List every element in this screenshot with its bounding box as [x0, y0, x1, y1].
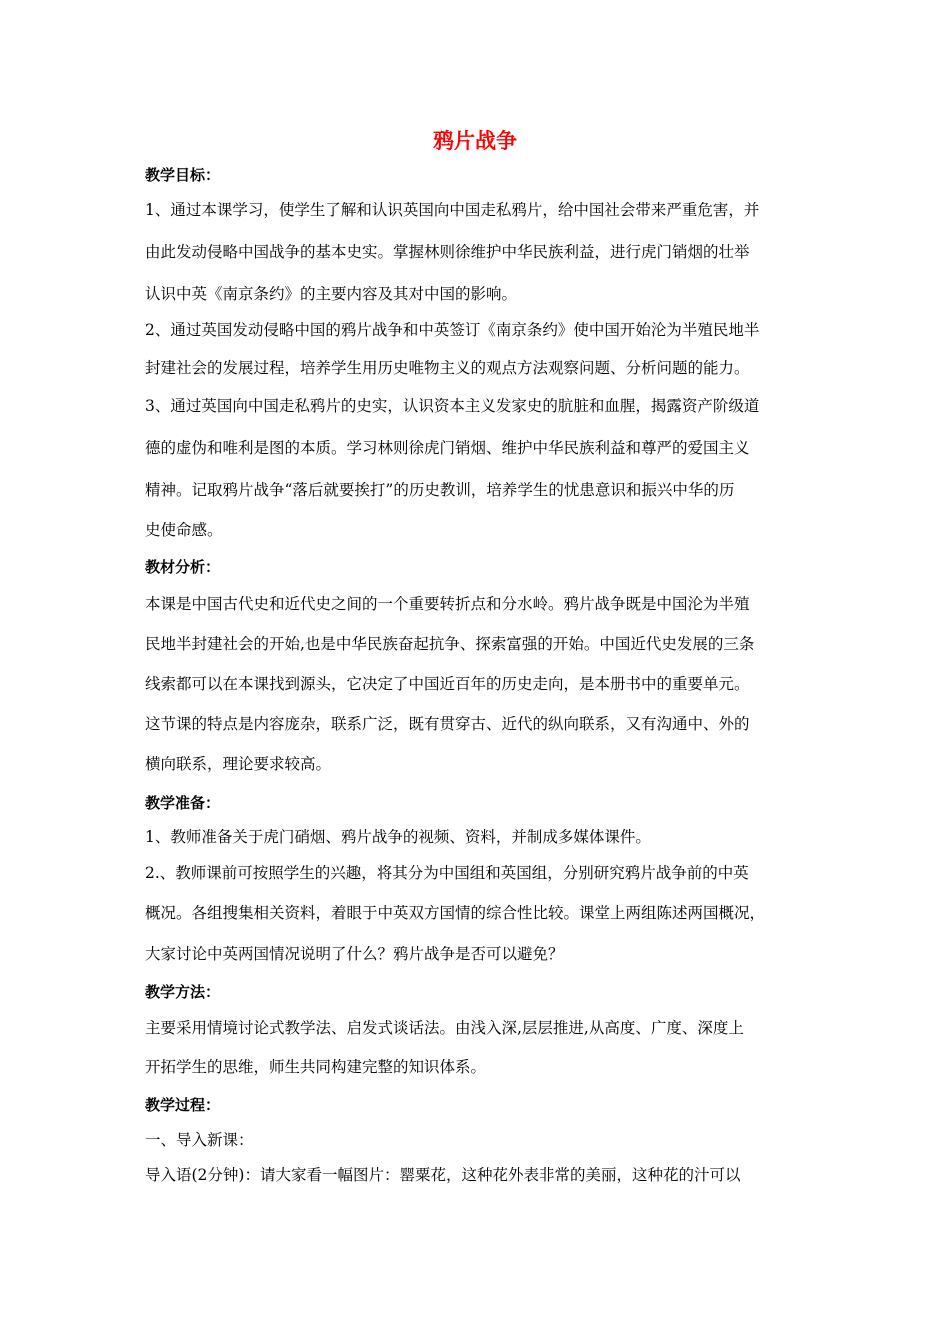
- analysis-line: 民地半封建社会的开始,也是中华民族奋起抗争、探索富强的开始。中国近代史发展的三条: [145, 635, 755, 653]
- analysis-line: 本课是中国古代史和近代史之间的一个重要转折点和分水岭。鸦片战争既是中国沦为半殖: [145, 595, 750, 613]
- goals-line: 认识中英《南京条约》的主要内容及其对中国的影响。: [145, 285, 518, 303]
- preparation-line: 1、教师准备关于虎门硝烟、鸦片战争的视频、资料，并制成多媒体课件。: [145, 828, 651, 846]
- section-heading-goals: 教学目标：: [145, 166, 221, 184]
- goals-line: 史使命感。: [145, 521, 223, 539]
- process-line: 一、导入新课：: [145, 1131, 254, 1149]
- process-line: 导入语(2分钟)：请大家看一幅图片：罂粟花，这种花外表非常的美丽，这种花的汁可以: [145, 1166, 741, 1184]
- methods-line: 开拓学生的思维，师生共同构建完整的知识体系。: [145, 1058, 487, 1076]
- section-heading-preparation: 教学准备：: [145, 794, 221, 812]
- section-heading-process: 教学过程：: [145, 1096, 221, 1114]
- goals-line: 1、通过本课学习，使学生了解和认识英国向中国走私鸦片，给中国社会带来严重危害，并: [145, 201, 760, 219]
- preparation-line: 2.、教师课前可按照学生的兴趣，将其分为中国组和英国组，分别研究鸦片战争前的中英: [145, 864, 749, 882]
- goals-line: 2、通过英国发动侵略中国的鸦片战争和中英签订《南京条约》使中国开始沦为半殖民地半: [145, 321, 760, 339]
- goals-line: 封建社会的发展过程，培养学生用历史唯物主义的观点方法观察问题、分析问题的能力。: [145, 359, 750, 377]
- document-title: 鸦片战争: [433, 129, 517, 153]
- goals-line: 由此发动侵略中国战争的基本史实。掌握林则徐维护中华民族利益，进行虎门销烟的壮举: [145, 243, 750, 261]
- section-heading-methods: 教学方法：: [145, 983, 221, 1001]
- analysis-line: 线索都可以在本课找到源头，它决定了中国近百年的历史走向，是本册书中的重要单元。: [145, 675, 750, 693]
- preparation-line: 大家讨论中英两国情况说明了什么？鸦片战争是否可以避免？: [145, 945, 564, 963]
- preparation-line: 概况。各组搜集相关资料，着眼于中英双方国情的综合性比较。课堂上两组陈述两国概况，: [145, 904, 766, 922]
- goals-line: 德的虚伪和唯利是图的本质。学习林则徐虎门销烟、维护中华民族利益和尊严的爱国主义: [145, 439, 750, 457]
- goals-line: 精神。记取鸦片战争“落后就要挨打”的历史教训，培养学生的忧患意识和振兴中华的历: [145, 481, 735, 499]
- methods-line: 主要采用情境讨论式教学法、启发式谈话法。由浅入深,层层推进,从高度、广度、深度上: [145, 1019, 744, 1037]
- analysis-line: 横向联系，理论要求较高。: [145, 755, 332, 773]
- analysis-line: 这节课的特点是内容庞杂，联系广泛，既有贯穿古、近代的纵向联系，又有沟通中、外的: [145, 715, 750, 733]
- goals-line: 3、通过英国向中国走私鸦片的史实，认识资本主义发家史的肮脏和血腥，揭露资产阶级道: [145, 397, 760, 415]
- section-heading-analysis: 教材分析：: [145, 558, 221, 576]
